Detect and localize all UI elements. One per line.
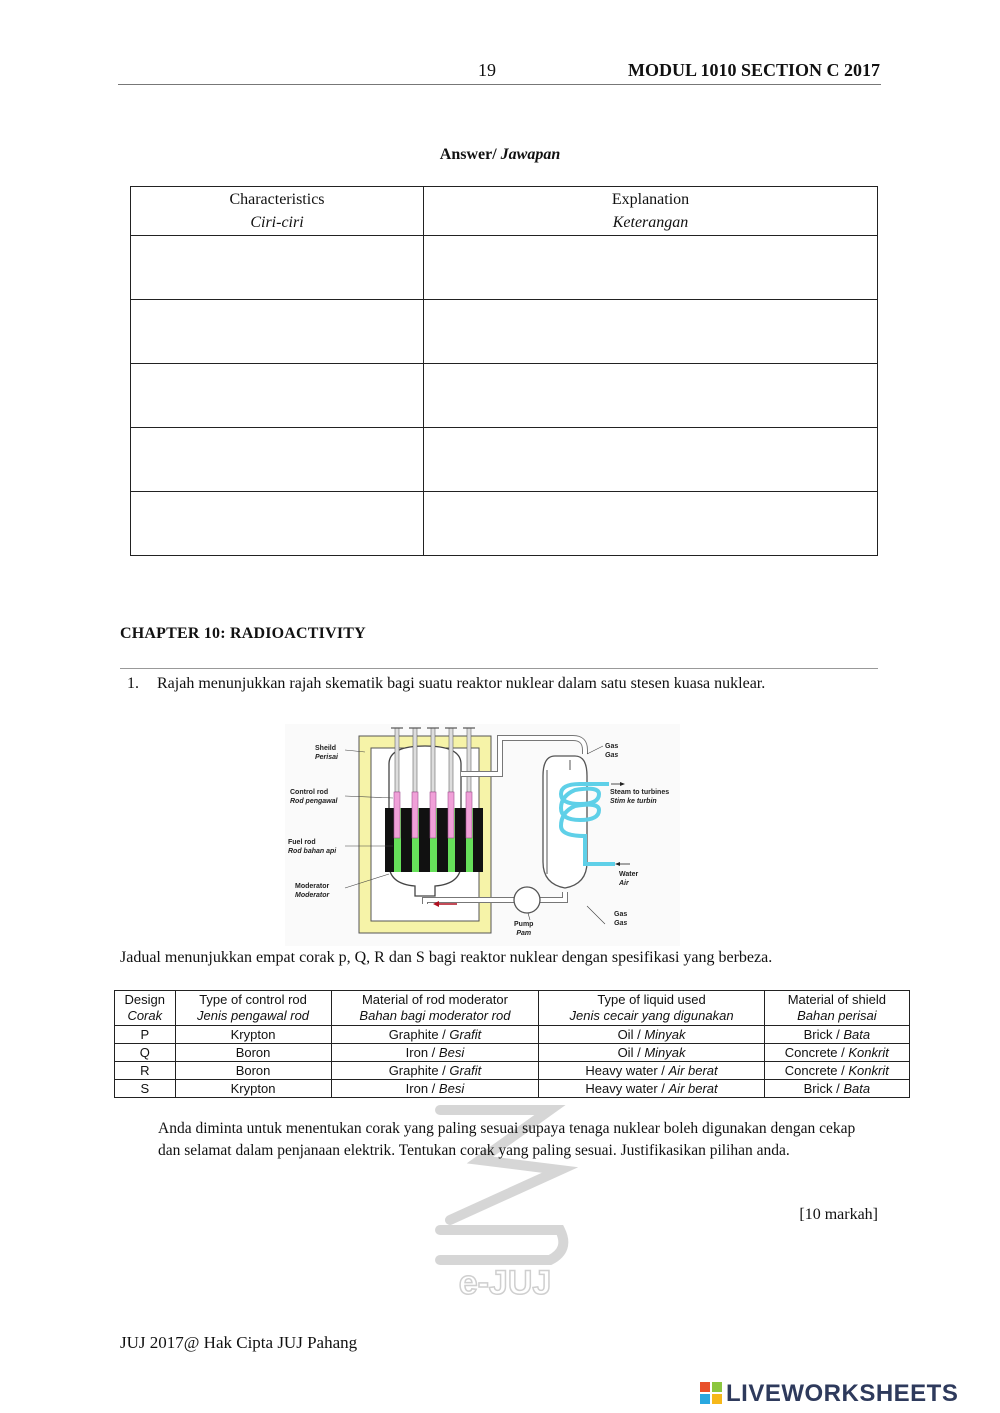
answer-row [131,236,878,300]
characteristic-answer-cell[interactable] [131,300,424,364]
module-title: MODUL 1010 SECTION C 2017 [627,60,880,80]
instruction-text: Anda diminta untuk menentukan corak yang paling sesuai supaya tenaga nuklear boleh digunakan dengan cekap dan selamat dalam penjanaan elektrik. Tentukan corak yang paling sesuai. Justifikasikan pilihan anda. [158,1120,856,1159]
liquid-cell: Oil / Minyak [539,1026,764,1044]
shield-cell: Concrete / Konkrit [764,1044,909,1062]
answer-row [131,300,878,364]
reactor-diagram [285,724,680,946]
label-gas-bottom: Gas Gas [614,911,628,927]
table-row [115,1080,910,1098]
page-number: 19 [478,60,496,80]
answer-title: Answer/ Jawapan [439,146,561,163]
question-text: Rajah menunjukkan rajah skematik bagi suatu reaktor nuklear dalam satu stesen kuasa nuklear. [157,675,766,692]
watermark-text: e-JUJ [458,1264,552,1300]
table-intro: Jadual menunjukkan empat corak p, Q, R dan S bagi reaktor nuklear dengan spesifikasi yang berbeza. [120,949,773,966]
shield-header: Material of shield Bahan perisai [764,991,909,1026]
liquid-cell: Heavy water / Air berat [539,1080,764,1098]
control-rod-cell: Krypton [175,1080,331,1098]
control-rod-cell: Krypton [175,1026,331,1044]
watermark-stroke [440,1230,563,1260]
control-rod-shaft [449,728,453,792]
shield-cell: Brick / Bata [764,1026,909,1044]
answer-row [131,364,878,428]
heat-exchanger [543,756,587,888]
label-fuel-rod: Fuel rod Rod bahan api [288,839,337,855]
characteristic-answer-cell[interactable] [131,492,424,556]
question-number: 1. [127,675,139,692]
marks-label: [10 markah] [799,1206,878,1223]
characteristic-answer-cell[interactable] [131,236,424,300]
control-rod-shaft [395,728,399,792]
label-steam: Steam to turbines Stim ke turbin [610,789,670,805]
label-pump: Pump Pam [514,921,534,937]
control-rod-header: Type of control rod Jenis pengawal rod [175,991,331,1026]
header-divider [118,84,881,85]
design-cell: P [115,1026,176,1044]
characteristic-answer-cell[interactable] [131,364,424,428]
footer-copyright: JUJ 2017@ Hak Cipta JUJ Pahang [120,1333,358,1352]
control-rod-shaft [431,728,435,792]
characteristic-answer-cell[interactable] [131,428,424,492]
control-rod [448,792,454,838]
liveworksheets-logo-icon [700,1382,722,1404]
moderator-header: Material of rod moderator Bahan bagi moderator rod [331,991,539,1026]
label-water: Water Air [619,871,639,887]
design-cell: S [115,1080,176,1098]
control-rod [430,792,436,838]
explanation-answer-cell[interactable] [424,300,878,364]
explanation-answer-cell[interactable] [424,428,878,492]
control-rod [394,792,400,838]
pump-symbol [514,887,540,913]
moderator-cell: Graphite / Grafit [331,1062,539,1080]
design-cell: R [115,1062,176,1080]
liveworksheets-brand[interactable]: LIVEWORKSHEETS [726,1380,959,1407]
liquid-cell: Heavy water / Air berat [539,1062,764,1080]
answer-table [130,186,878,556]
answer-row [131,428,878,492]
control-rod-shaft [413,728,417,792]
design-header: Design Corak [115,991,176,1026]
label-moderator: Moderator Moderator [295,883,330,899]
label-shield: Sheild Perisai [315,745,338,761]
table-row [115,1062,910,1080]
shield-cell: Concrete / Konkrit [764,1062,909,1080]
answer-row [131,492,878,556]
moderator-cell: Iron / Besi [331,1080,539,1098]
chapter-divider [120,668,878,669]
control-rod-cell: Boron [175,1044,331,1062]
spec-table [114,990,910,1098]
shield-cell: Brick / Bata [764,1080,909,1098]
explanation-answer-cell[interactable] [424,364,878,428]
moderator-cell: Iron / Besi [331,1044,539,1062]
moderator-cell: Graphite / Grafit [331,1026,539,1044]
table-row [115,1044,910,1062]
liquid-cell: Oil / Minyak [539,1044,764,1062]
label-gas-top: Gas Gas [605,743,619,759]
control-rod-shaft [467,728,471,792]
explanation-header: Explanation Keterangan [424,187,878,236]
liquid-header: Type of liquid used Jenis cecair yang digunakan [539,991,764,1026]
table-row [115,1026,910,1044]
explanation-answer-cell[interactable] [424,492,878,556]
design-cell: Q [115,1044,176,1062]
characteristics-header: Characteristics Ciri-ciri [131,187,424,236]
explanation-answer-cell[interactable] [424,236,878,300]
control-rod [466,792,472,838]
control-rod-cell: Boron [175,1062,331,1080]
chapter-title: CHAPTER 10: RADIOACTIVITY [120,625,366,642]
label-control-rod: Control rod Rod pengawal [290,789,338,805]
control-rod [412,792,418,838]
